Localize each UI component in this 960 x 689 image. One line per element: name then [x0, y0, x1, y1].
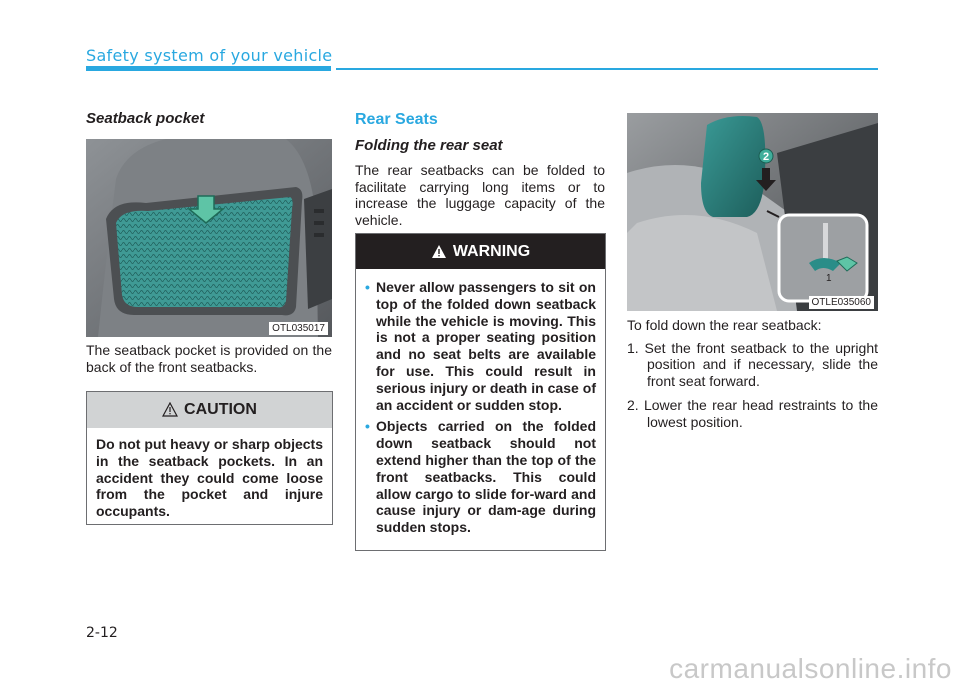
- warning-bullet: [365, 418, 596, 536]
- warning-box: [355, 233, 606, 551]
- bullet-dot-icon: •: [365, 279, 370, 295]
- warning-triangle-icon: [431, 244, 447, 259]
- watermark: carmanualsonline.info: [669, 653, 952, 684]
- seatback-pocket-heading-wrap: [86, 110, 332, 127]
- warning-bullet-text: Never allow passengers to sit on top of the folded down seatback while the vehicle is moving. This is not a proper seating position and no seat belts are available for use. This could result in serious injury or death in case of an accident or sudden stop.: [376, 279, 596, 413]
- callout-1-label: 1: [826, 273, 832, 284]
- fold-step: 1. Set the front seatback to the upright position and if necessary, slide the front seat forward.: [627, 339, 878, 389]
- warning-bullet-text: Objects carried on the folded down seatback should not extend higher than the top of the front seatbacks. This could allow cargo to slide for-ward and cause injury or dam-age during sudden stops.: [376, 418, 596, 536]
- caution-header: [87, 392, 332, 428]
- caution-title: CAUTION: [184, 400, 257, 418]
- seatback-pocket-text: [86, 342, 332, 375]
- callout-2-label: 2: [762, 151, 770, 163]
- caution-triangle-icon: [162, 402, 178, 417]
- header-rule-thick: [86, 66, 331, 71]
- page-number: 2-12: [86, 625, 118, 641]
- warning-body: [356, 269, 605, 536]
- rear-seat-photo: [627, 113, 878, 311]
- seatback-pocket-photo: [86, 139, 332, 337]
- section-title: Safety system of your vehicle: [86, 46, 333, 65]
- rear-seats-paragraph: The rear seatbacks can be folded to facilitate carrying long items or to increase the luggage capacity of the vehicle.: [355, 162, 605, 228]
- rear-seats-section: [355, 111, 605, 228]
- warning-list: [365, 279, 596, 536]
- folding-rear-seat-heading: Folding the rear seat: [355, 137, 503, 154]
- caution-text: Do not put heavy or sharp objects in the seatback pockets. In an accident they could come loose from the pocket and injure occupants.: [96, 436, 323, 520]
- image-code-label: OTLE035060: [809, 296, 875, 309]
- warning-header: [356, 234, 605, 269]
- bullet-dot-icon: •: [365, 418, 370, 435]
- caution-box: [86, 391, 333, 525]
- fold-instructions: [627, 317, 878, 438]
- image-code-label: OTL035017: [269, 322, 328, 335]
- rear-seat-illustration: [627, 113, 878, 311]
- fold-intro: To fold down the rear seatback:: [627, 317, 822, 333]
- header-rule-thin: [336, 68, 878, 70]
- warning-title: WARNING: [452, 242, 531, 260]
- rear-seats-heading: Rear Seats: [355, 111, 438, 128]
- fold-step: 2. Lower the rear head restraints to the lowest position.: [627, 397, 878, 430]
- seatback-pocket-paragraph: The seatback pocket is provided on the back of the front seatbacks.: [86, 342, 332, 375]
- fold-steps: [627, 340, 878, 431]
- seatback-pocket-heading: Seatback pocket: [86, 110, 205, 127]
- seatback-pocket-illustration: [86, 139, 332, 337]
- warning-bullet: [365, 279, 596, 413]
